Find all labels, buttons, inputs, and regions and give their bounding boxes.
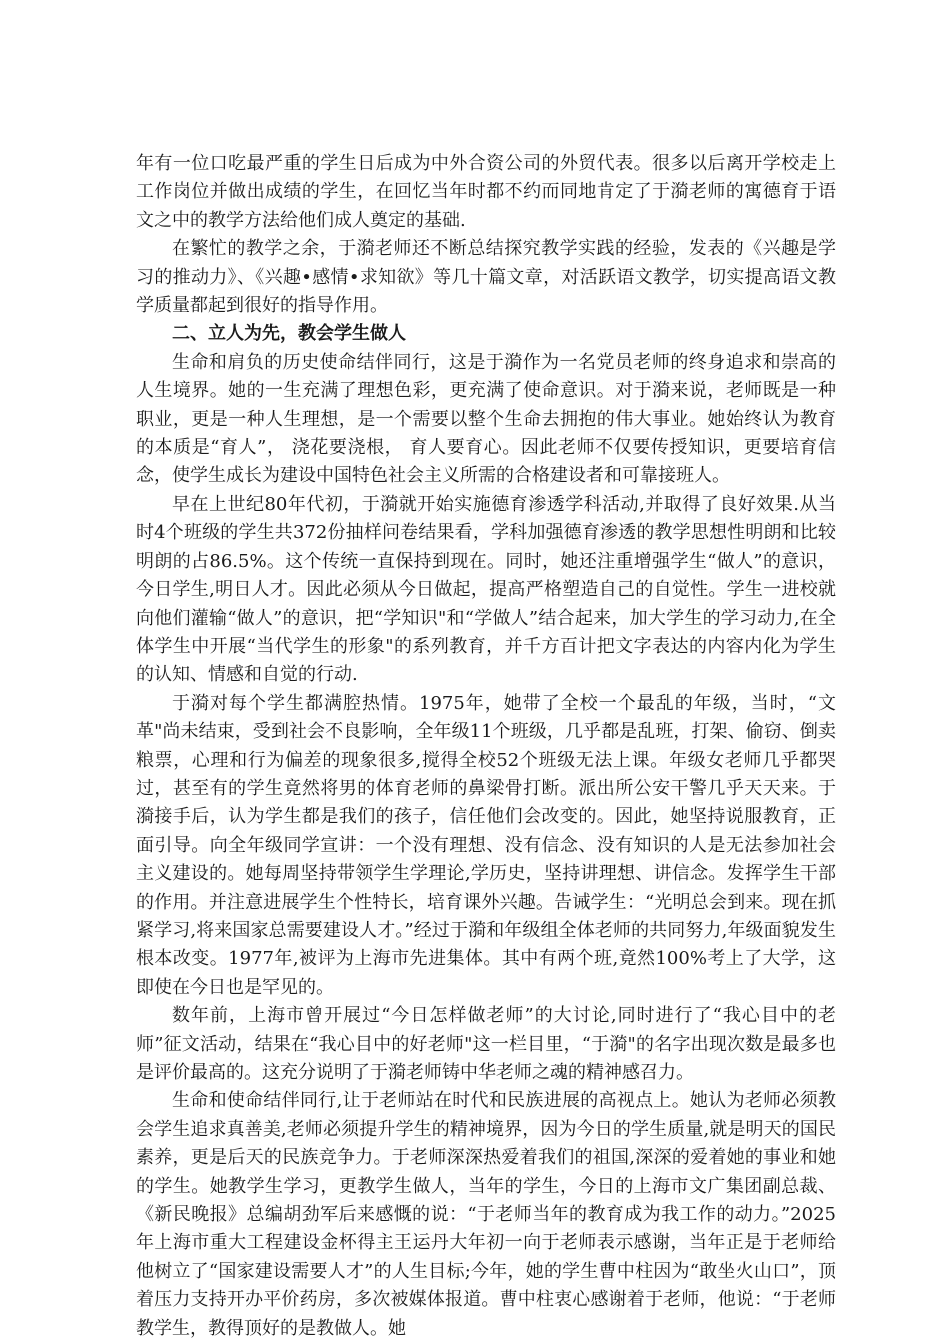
paragraph: 数年前，上海市曾开展过“今日怎样做老师”的大讨论,同时进行了“我心目中的老师”征文活动，结果在“我心目中的好老师"这一栏目里，“于漪"的名字出现次数是最多也是评价最高的。这充分说明了于漪老师铸中华老师之魂的精神感召力。 — [136, 1005, 836, 1083]
section-heading: 二、立人为先，教会学生做人 — [172, 323, 406, 345]
paragraph-continuation: 年有一位口吃最严重的学生日后成为中外合资公司的外贸代表。很多以后离开学校走上工作岗位并做出成绩的学生，在回忆当年时都不约而同地肯定了于漪老师的寓德育于语文之中的教学方法给他们成人奠定的基础. — [136, 153, 836, 231]
paragraph: 生命和肩负的历史使命结伴同行，这是于漪作为一名党员老师的终身追求和崇高的人生境界。她的一生充满了理想色彩，更充满了使命意识。对于漪来说，老师既是一种职业，更是一种人生理想，是一个需要以整个生命去拥抱的伟大事业。她始终认为教育的本质是“育人”， 浇花要浇根， 育人要育心。因此老师不仅要传授知识，更要培育信念，使学生成长为建设中国特色社会主义所需的合格建设者和可靠接班人。 — [136, 351, 836, 487]
paragraph: 于漪对每个学生都满腔热情。1975年，她带了全校一个最乱的年级，当时，“文革"尚未结束，受到社会不良影响，全年级11个班级，几乎都是乱班，打架、偷窃、倒卖粮票，心理和行为偏差的现象很多,搅得全校52个班级无法上课。年级女老师几乎都哭过，甚至有的学生竟然将男的体育老师的鼻梁骨打断。派出所公安干警几乎天天来。于漪接手后，认为学生都是我们的孩子，信任他们会改变的。因此，她坚持说服教育，正面引导。向全年级同学宣讲：一个没有理想、没有信念、没有知识的人是无法参加社会主义建设的。她每周坚持带领学生学理论,学历史，坚持讲理想、讲信念。发挥学生干部的作用。并注意进展学生个性特长，培育课外兴趣。告诫学生：“光明总会到来。现在抓紧学习,将来国家总需要建设人才。”经过于漪和年级组全体老师的共同努力,年级面貌发生根本改变。1977年,被评为上海市先进集体。其中有两个班,竟然100%考上了大学，这即使在今日也是罕见的。 — [136, 692, 836, 998]
paragraph: 在繁忙的教学之余，于漪老师还不断总结探究教学实践的经验，发表的《兴趣是学习的推动力》、《兴趣•感情•求知欲》等几十篇文章，对活跃语文教学，切实提高语文教学质量都起到很好的指导作用。 — [136, 238, 836, 317]
paragraph: 生命和使命结伴同行,让于老师站在时代和民族进展的高视点上。她认为老师必须教会学生追求真善美,老师必须提升学生的精神境界，因为今日的学生质量,就是明天的国民素养，更是后天的民族竞争力。于老师深深热爱着我们的祖国,深深的爱着她的事业和她的学生。她教学生学习，更教学生做人，当年的学生，今日的上海市文广集团副总裁、《新民晚报》总编胡劲军后来感慨的说：“于老师当年的教育成为我工作的动力。”2025年上海市重大工程建设金杯得主王运丹大年初一向于老师表示感谢，当年正是于老师给他树立了“国家建设需要人才”的人生目标;今年，她的学生曹中柱因为“敢坐火山口”，顶着压力支持开办平价药房，多次被媒体报道。曹中柱衷心感谢着于老师，他说：“于老师教学生，教得顶好的是教做人。她 — [136, 1090, 836, 1339]
document-body — [136, 150, 836, 1343]
paragraph: 早在上世纪80年代初，于漪就开始实施德育渗透学科活动,并取得了良好效果.从当时4个班级的学生共372份抽样问卷结果看，学科加强德育渗透的教学思想性明朗和比较明朗的占86.5%。这个传统一直保持到现在。同时，她还注重增强学生“做人”的意识，今日学生,明日人才。因此必须从今日做起，提高严格塑造自己的自觉性。学生一进校就向他们灌输“做人”的意识，把“学知识"和“学做人”结合起来，加大学生的学习动力,在全体学生中开展“当代学生的形象"的系列教育，并千方百计把文字表达的内容内化为学生的认知、情感和自觉的行动. — [136, 493, 836, 686]
